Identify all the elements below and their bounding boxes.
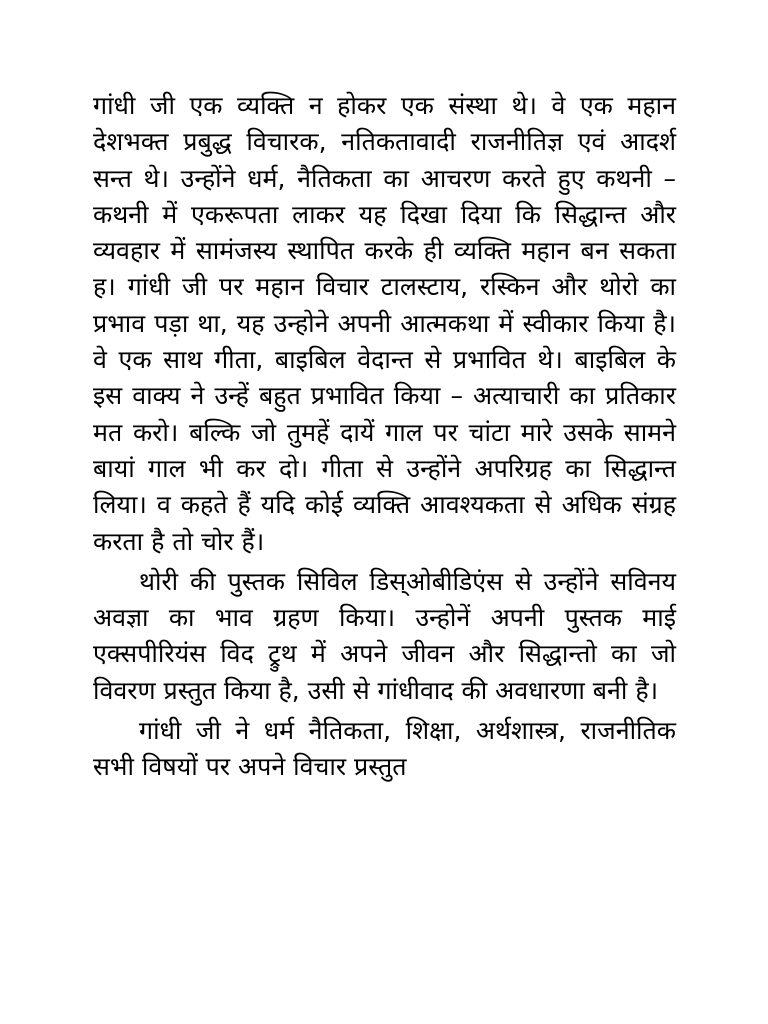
paragraph-gandhi-institution: गांधी जी एक व्यक्ति न होकर एक संस्था थे। वे एक महान देशभक्त प्रबुद्ध विचारक, नतिकतावादी राजनीतिज्ञ एवं आदर्श सन्त थे। उन्होंने धर्म, नैतिकता का आचरण करते हुए कथनी – कथनी में एकरूपता लाकर यह दिखा दिया कि सिद्धान्त और व्यवहार में सामंजस्य स्थापित करके ही व्यक्ति महान बन सकता ह। गांधी जी पर महान विचार टालस्टाय, रस्किन और थोरो का प्रभाव पड़ा था, यह उन्होने अपनी आत्मकथा में स्वीकार किया है। वे एक साथ गीता, बाइबिल वेदान्त से प्रभावित थे। बाइबिल के इस वाक्य ने उन्हें बहुत प्रभावित किया – अत्याचारी का प्रतिकार मत करो। बल्कि जो तुमहें दायें गाल पर चांटा मारे उसके सामने बायां गाल भी कर दो। गीता से उन्होंने अपरिग्रह का सिद्धान्त लिया। व कहते हैं यदि कोई व्यक्ति आवश्यकता से अधिक संग्रह करता है तो चोर हैं।	[93, 91, 676, 556]
paragraph-gandhi-views: गांधी जी ने धर्म नैतिकता, शिक्षा, अर्थशास्त्र, राजनीतिक सभी विषयों पर अपने विचार प्रस्तुत	[93, 716, 676, 782]
paragraph-thoreau-influence: थोरी की पुस्तक सिविल डिस्ओबीडिएंस से उन्होंने सविनय अवज्ञा का भाव ग्रहण किया। उन्होनें अपनी पुस्तक माई एक्सपीरियंस विद ट्रुथ में अपने जीवन और सिद्धान्तो का जो विवरण प्रस्तुत किया है, उसी से गांधीवाद की अवधारणा बनी है।	[93, 566, 676, 705]
document-page	[93, 88, 676, 786]
